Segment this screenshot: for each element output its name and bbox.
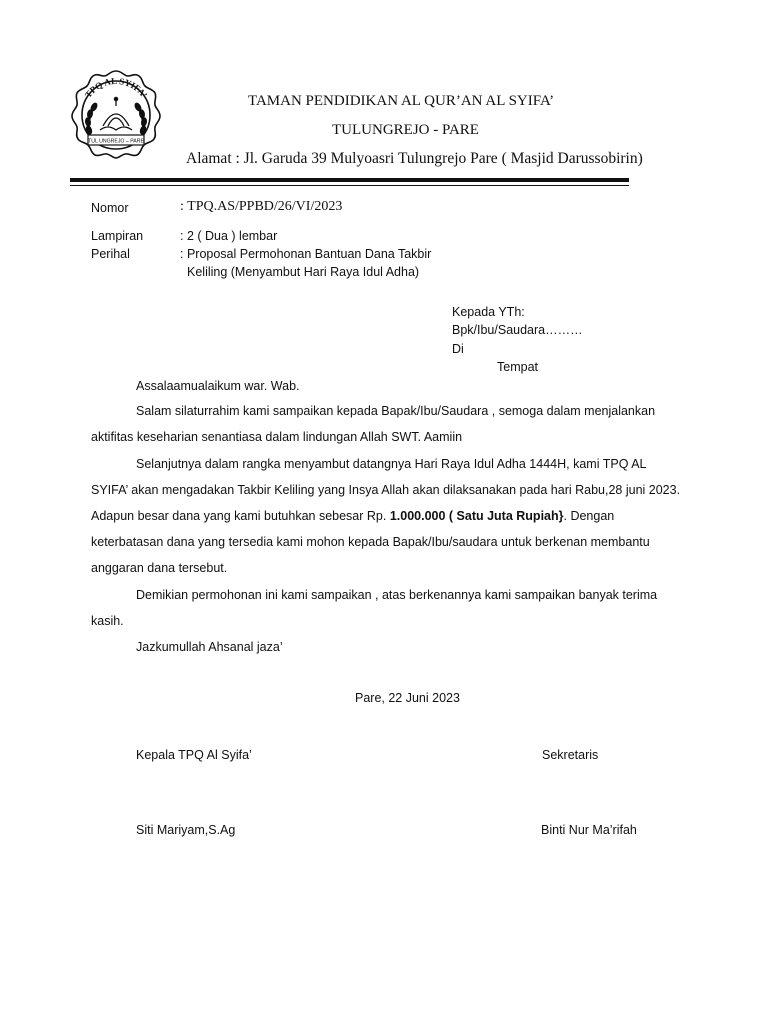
place-date: Pare, 22 Juni 2023 (355, 691, 460, 705)
recipient-line4: Tempat (497, 360, 538, 374)
closing-text: Jazkumullah Ahsanal jaza’ (136, 640, 283, 654)
paragraph2-line5: anggaran dana tersebut. (91, 561, 228, 575)
left-signatory-name: Siti Mariyam,S.Ag (136, 823, 236, 837)
institution-location: TULUNGREJO - PARE (332, 122, 479, 138)
greeting: Assalaamualaikum war. Wab. (136, 379, 300, 393)
amount-lead-text: Adapun besar dana yang kami butuhkan sebesar Rp. (91, 509, 390, 523)
right-signatory-title: Sekretaris (542, 748, 599, 762)
nomor-value: : TPQ.AS/PPBD/26/VI/2023 (180, 199, 343, 214)
logo-bottom-text: TUL UNGREJO – PARE (88, 138, 144, 145)
perihal-value-line2: Keliling (Menyambut Hari Raya Idul Adha) (187, 265, 420, 279)
paragraph2-line4: keterbatasan dana yang tersedia kami mohon kepada Bapak/Ibu/saudara untuk berkenan membantu (91, 535, 650, 549)
perihal-label: Perihal (91, 247, 130, 261)
perihal-value-line1: : Proposal Permohonan Bantuan Dana Takbir (180, 247, 432, 261)
paragraph3-line2: kasih. (91, 614, 124, 628)
header-rule (70, 178, 629, 182)
paragraph1-line2: aktifitas keseharian senantiasa dalam lindungan Allah SWT. Aamiin (91, 430, 463, 444)
paragraph2-line3 (91, 508, 614, 524)
nomor-label: Nomor (91, 201, 129, 215)
paragraph3-line1: Demikian permohonan ini kami sampaikan , atas berkenannya kami sampaikan banyak terima (136, 588, 658, 602)
institution-name: TAMAN PENDIDIKAN AL QUR’AN AL SYIFA’ (248, 93, 555, 109)
lampiran-label: Lampiran (91, 229, 144, 243)
school-emblem-icon (70, 68, 162, 160)
recipient-line1: Kepada YTh: (452, 305, 525, 319)
svg-text:TPQ AL SYIFA’ (83, 76, 149, 100)
lampiran-value: : 2 ( Dua ) lembar (180, 229, 278, 243)
recipient-line3: Di (452, 342, 464, 356)
paragraph2-line2: SYIFA’ akan mengadakan Takbir Keliling yang Insya Allah akan dilaksanakan pada hari Rabu,28 juni 2023. (91, 483, 681, 497)
amount-tail-text: . Dengan (563, 509, 615, 523)
institution-address: Alamat : Jl. Garuda 39 Mulyoasri Tulungrejo Pare ( Masjid Darussobirin) (186, 150, 643, 167)
paragraph1-line1: Salam silaturrahim kami sampaikan kepada Bapak/Ibu/Saudara , semoga dalam menjalankan (136, 404, 656, 418)
recipient-line2: Bpk/Ibu/Saudara……… (452, 323, 583, 337)
right-signatory-name: Binti Nur Ma’rifah (541, 823, 637, 837)
amount-value: 1.000.000 ( Satu Juta Rupiah} (389, 509, 564, 523)
logo-top-text: TPQ AL SYIFA’ (82, 75, 150, 100)
left-signatory-title: Kepala TPQ Al Syifa’ (136, 748, 252, 762)
paragraph2-line1: Selanjutnya dalam rangka menyambut datangnya Hari Raya Idul Adha 1444H, kami TPQ AL (136, 457, 647, 471)
header-rule-thin (70, 185, 629, 186)
